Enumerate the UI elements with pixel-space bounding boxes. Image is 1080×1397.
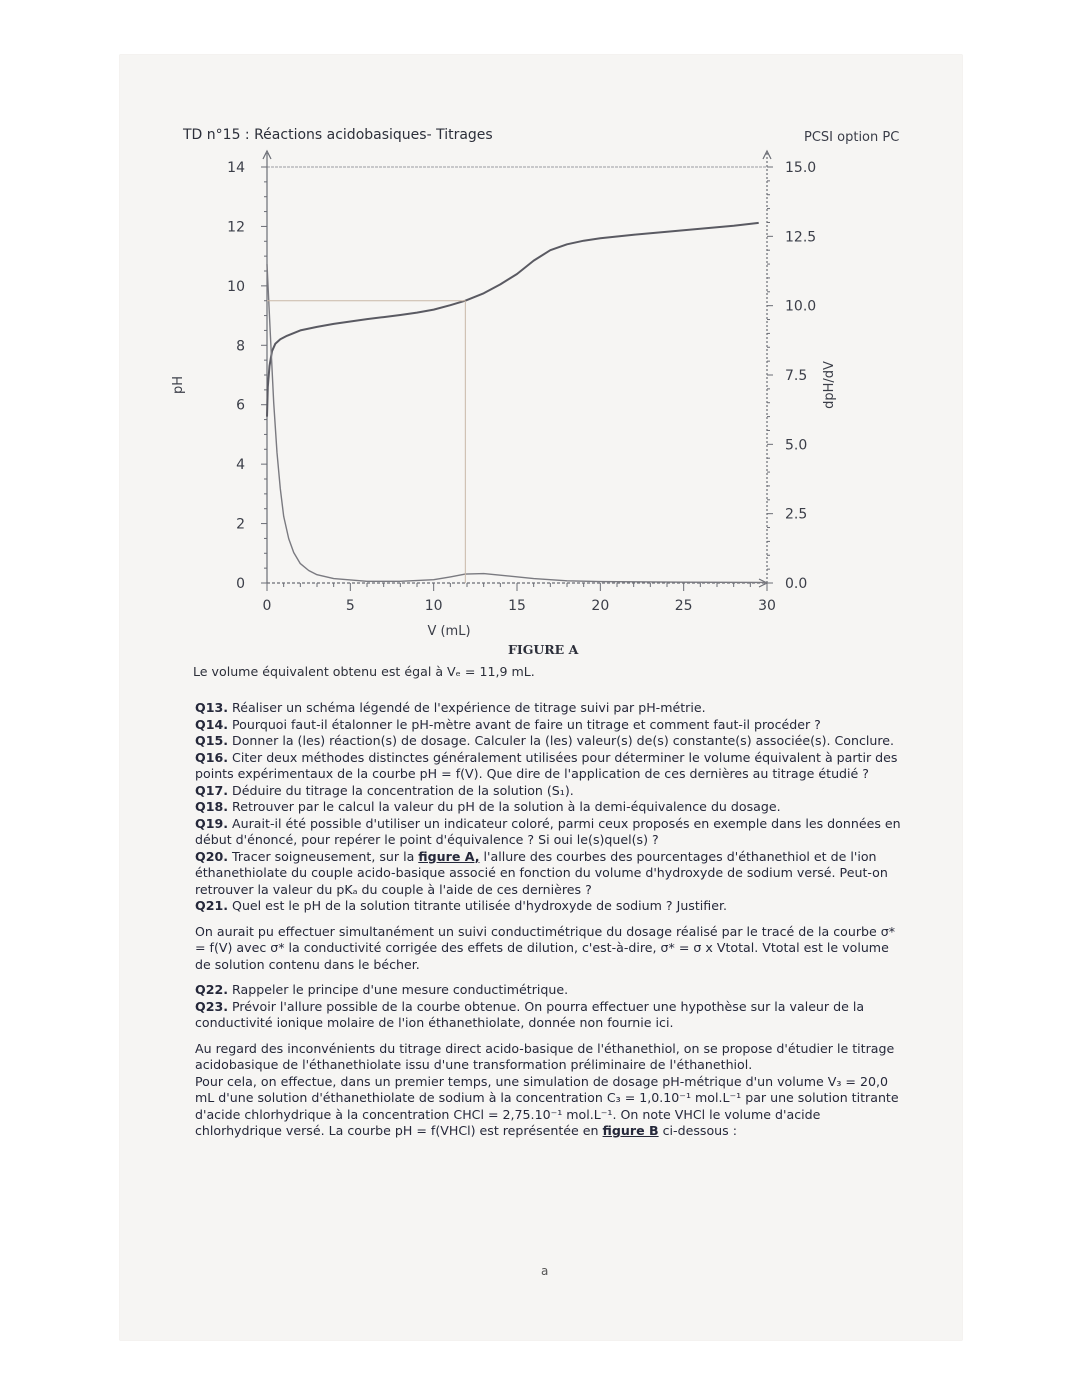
derivative-curve bbox=[267, 264, 767, 582]
y-left-tick-label: 14 bbox=[227, 160, 245, 176]
paragraph-conductimetry: On aurait pu effectuer simultanément un suivi conductimétrique du dosage réalisé par le tracé de la courbe σ* = f(V) avec σ* la conductivité corrigée des effets de dilution, c'est-à-dire, σ* = σ x Vtotal. Vtotal est le volume de solution contenu dans le bécher. bbox=[195, 923, 896, 972]
ph-curve bbox=[267, 223, 759, 417]
paragraph-text: ci-dessous : bbox=[658, 1123, 737, 1138]
question-number: Q20. bbox=[195, 848, 229, 864]
question-number: Q13. bbox=[195, 700, 229, 715]
x-tick-label: 10 bbox=[424, 598, 443, 614]
y-left-tick-label: 2 bbox=[236, 516, 245, 533]
question-text: Déduire du titrage la concentration de la solution (S₁). bbox=[232, 782, 574, 798]
x-tick-label: 15 bbox=[508, 598, 526, 614]
question-number: Q17. bbox=[195, 782, 229, 798]
page-mark: a bbox=[541, 1264, 549, 1278]
question-text: Pourquoi faut-il étalonner le pH-mètre avant de faire un titrage et comment faut-il procéder ? bbox=[232, 716, 821, 732]
x-tick-label: 5 bbox=[345, 598, 355, 614]
question-item bbox=[195, 799, 905, 816]
y-right-tick-label: 0.0 bbox=[785, 576, 808, 592]
question-q20 bbox=[195, 849, 905, 899]
y-axis-right-label: dpH/dV bbox=[822, 361, 837, 409]
question-text: Retrouver par le calcul la valeur du pH de la solution à la demi-équivalence du dosage. bbox=[232, 799, 781, 814]
question-text: l'allure des courbes des pourcentages d'éthanethiol et de l'ion éthanethiolate du couple acido-basique associé en fonction du volume d'hydroxyde de sodium versé. Peut-on retrouver la valeur du pKₐ du couple à l'aide de ces dernières ? bbox=[195, 848, 888, 897]
question-number: Q18. bbox=[195, 799, 229, 814]
x-axis-label: V (mL) bbox=[427, 624, 471, 639]
question-item bbox=[195, 783, 905, 800]
y-left-tick-label: 4 bbox=[236, 457, 245, 474]
figure-caption: FIGURE A bbox=[508, 642, 579, 657]
question-text: Prévoir l'allure possible de la courbe obtenue. On pourra effectuer une hypothèse sur la valeur de la conductivité ionique molaire de l'ion éthanethiolate, donnée non fournie ici. bbox=[195, 998, 865, 1030]
x-tick-label: 0 bbox=[262, 598, 272, 614]
question-text: Rappeler le principe d'une mesure conductimétrique. bbox=[232, 982, 569, 997]
question-item bbox=[195, 816, 905, 849]
header-title: TD n°15 : Réactions acidobasiques- Titrages bbox=[183, 127, 493, 143]
figure-b-reference: figure B bbox=[602, 1123, 659, 1138]
question-number: Q22. bbox=[195, 982, 229, 997]
question-text: Aurait-il été possible d'utiliser un indicateur coloré, parmi ceux proposés en exemple dans les données en début d'énoncé, pour repérer le point d'équivalence ? Si oui le(s)quel(s) ? bbox=[195, 815, 901, 847]
y-right-tick-label: 5.0 bbox=[785, 437, 808, 454]
question-text: Tracer soigneusement, sur la bbox=[232, 848, 419, 864]
question-number: Q15. bbox=[195, 733, 229, 748]
y-left-tick-label: 8 bbox=[236, 338, 245, 355]
question-item bbox=[195, 717, 905, 734]
question-text: Quel est le pH de la solution titrante utilisée d'hydroxyde de sodium ? Justifier. bbox=[232, 898, 727, 913]
question-q21 bbox=[195, 898, 905, 915]
question-text: Réaliser un schéma légendé de l'expérience de titrage suivi par pH-métrie. bbox=[232, 700, 706, 715]
question-number: Q16. bbox=[195, 749, 229, 765]
y-right-tick-label: 12.5 bbox=[785, 229, 817, 246]
y-left-tick-label: 12 bbox=[227, 219, 245, 236]
question-text: Donner la (les) réaction(s) de dosage. Calculer la (les) valeur(s) de(s) constante(s) associée(s). Conclure. bbox=[232, 733, 895, 748]
x-tick-label: 20 bbox=[591, 598, 610, 614]
question-list-2 bbox=[195, 982, 905, 1032]
y-right-tick-label: 15.0 bbox=[785, 160, 817, 176]
questions-block bbox=[195, 700, 905, 1140]
figure-a-reference: figure A, bbox=[418, 848, 480, 864]
question-number: Q19. bbox=[195, 815, 229, 831]
x-tick-label: 25 bbox=[674, 598, 693, 614]
paragraph-text: Pour cela, on effectue, dans un premier temps, une simulation de dosage pH-métrique d'un volume V₃ = 20,0 mL d'une solution d'éthanethiolate de sodium à la concentration C₃ = 1,0.10⁻¹ mol.L⁻¹ par une solution titrante d'acide chlorhydrique à la concentration CHCl = 2,75.10⁻¹ mol.L⁻¹. On note VHCl le volume d'acide chlorhydrique versé. La courbe pH = f(VHCl) est représentée en bbox=[195, 1073, 899, 1138]
question-item bbox=[195, 733, 905, 750]
question-number: Q21. bbox=[195, 898, 229, 913]
paragraph-final-1: Au regard des inconvénients du titrage direct acido-basique de l'éthanethiol, on se propose d'étudier le titrage acidobasique de l'éthanethiolate issu d'une transformation préliminaire de l'éthanethiol. bbox=[195, 1040, 895, 1072]
question-text: Citer deux méthodes distinctes généralement utilisées pour déterminer le volume équivalent à partir des points expérimentaux de la courbe pH = f(V). Que dire de l'application de ces dernières au titrage étudié ? bbox=[195, 749, 898, 781]
question-list bbox=[195, 700, 905, 849]
y-left-tick-label: 10 bbox=[227, 278, 245, 295]
equivalence-volume-text: Le volume équivalent obtenu est égal à Vₑ = 11,9 mL. bbox=[193, 664, 535, 679]
question-item bbox=[195, 700, 905, 717]
y-left-tick-label: 6 bbox=[236, 397, 245, 414]
y-right-tick-label: 2.5 bbox=[785, 506, 808, 523]
question-item bbox=[195, 982, 905, 999]
header-course: PCSI option PC bbox=[804, 130, 900, 145]
y-axis-left-label: pH bbox=[171, 375, 186, 395]
x-tick-label: 30 bbox=[758, 598, 776, 614]
question-item bbox=[195, 750, 905, 783]
question-item bbox=[195, 999, 905, 1032]
titration-chart bbox=[170, 140, 870, 660]
question-number: Q14. bbox=[195, 716, 229, 732]
paragraph-final-2 bbox=[195, 1074, 905, 1140]
y-right-tick-label: 7.5 bbox=[785, 368, 808, 384]
y-left-tick-label: 0 bbox=[236, 576, 245, 592]
y-right-tick-label: 10.0 bbox=[785, 298, 817, 315]
question-number: Q23. bbox=[195, 998, 229, 1014]
